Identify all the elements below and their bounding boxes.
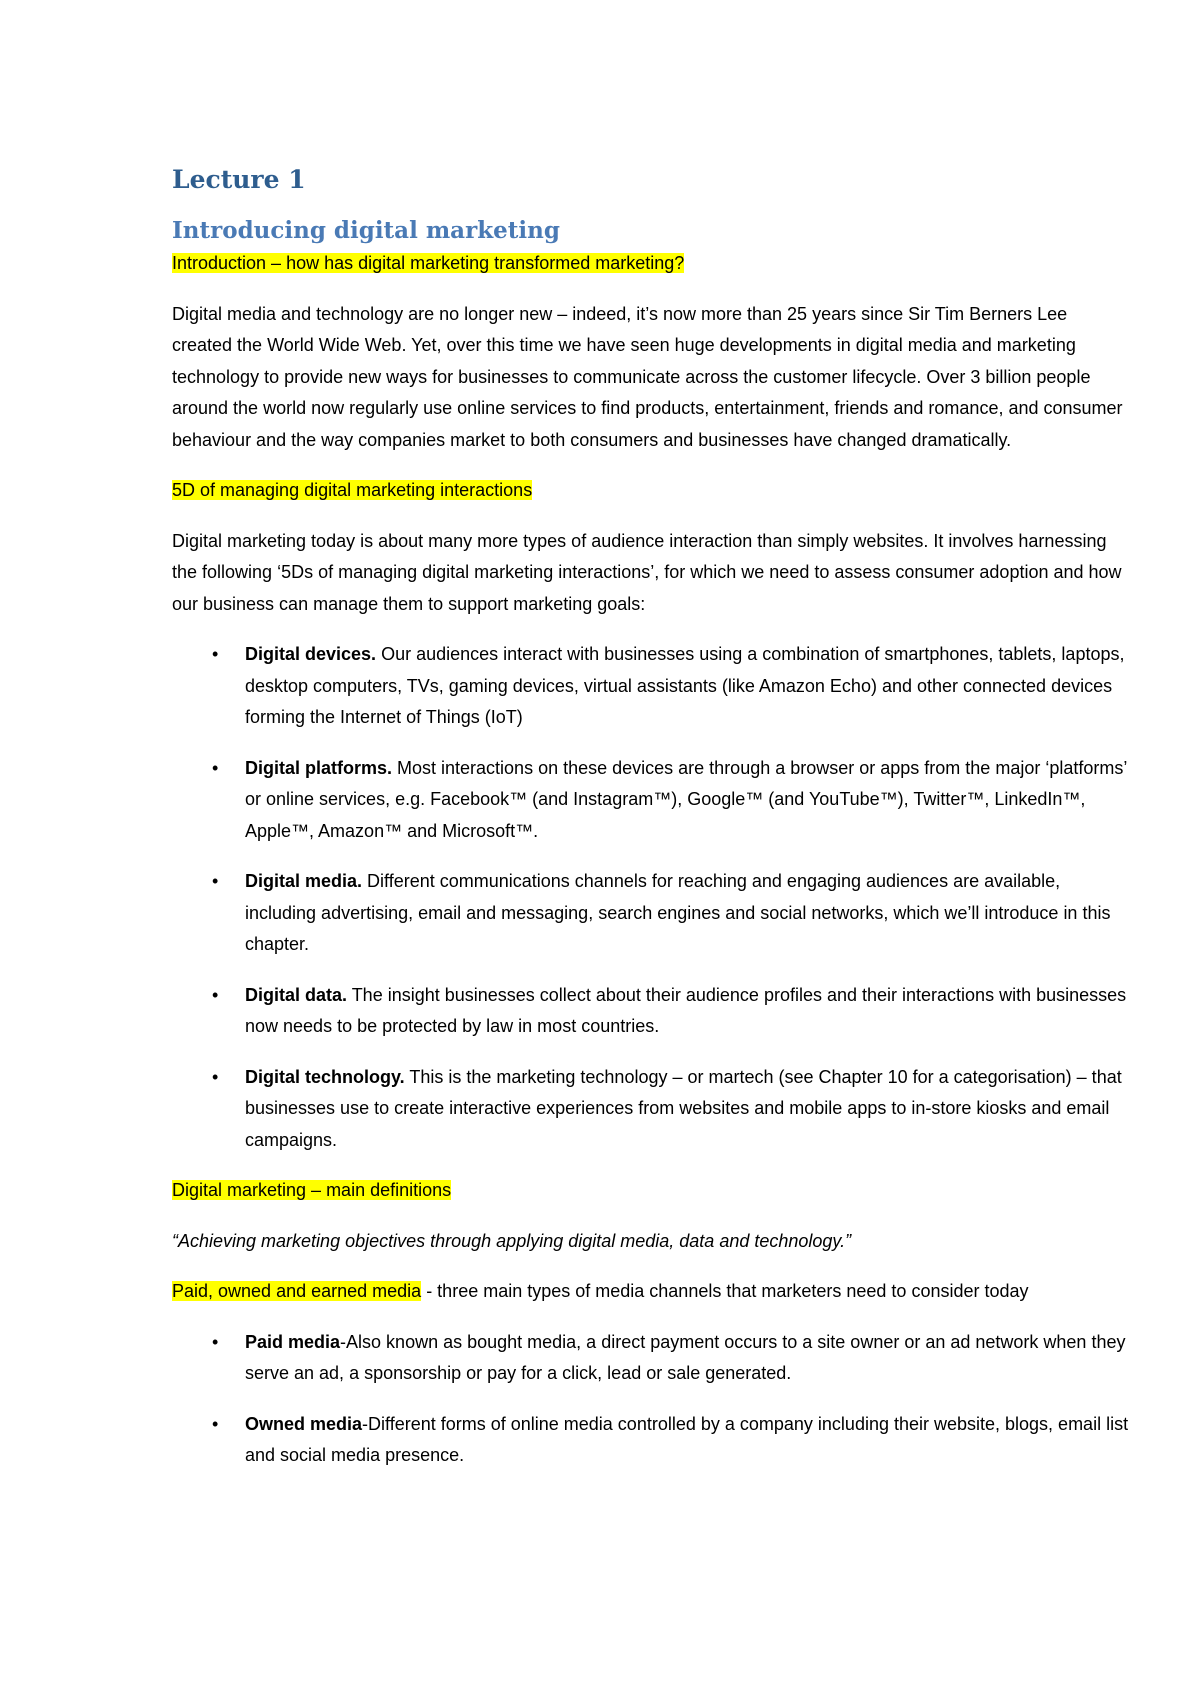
list-item bbox=[172, 1327, 1132, 1390]
paid-owned-earned-paragraph bbox=[172, 1276, 1132, 1308]
list-item-term: Digital data. bbox=[245, 984, 348, 1005]
list-item-term: Paid media bbox=[245, 1331, 341, 1352]
list-item-term: Digital technology. bbox=[245, 1066, 405, 1087]
bullet-icon: • bbox=[212, 984, 219, 1005]
list-item bbox=[172, 753, 1132, 848]
bullet-icon: • bbox=[212, 1413, 219, 1434]
list-item bbox=[172, 1409, 1132, 1472]
definitions-heading-text: Digital marketing – main definitions bbox=[172, 1180, 452, 1200]
intro-heading bbox=[172, 248, 1132, 280]
list-item bbox=[172, 980, 1132, 1043]
paid-owned-earned-text: - three main types of media channels that marketers need to consider today bbox=[421, 1281, 1029, 1301]
bullet-icon: • bbox=[212, 1331, 219, 1352]
list-item-text: -Different forms of online media controlled by a company including their website, blogs, email list and social media presence. bbox=[245, 1413, 1129, 1465]
list-item-text: The insight businesses collect about their audience profiles and their interactions with businesses now needs to be protected by law in most countries. bbox=[245, 984, 1127, 1036]
bullet-icon: • bbox=[212, 644, 219, 664]
intro-paragraph: Digital media and technology are no longer new – indeed, it’s now more than 25 years since Sir Tim Berners Lee created the World Wide Web. Yet, over this time we have seen huge developments in digital media and marketing technology to provide new ways for businesses to communicate across the customer lifecycle. Over 3 billion people around the world now regularly use online services to find products, entertainment, friends and romance, and consumer behaviour and the way companies market to both consumers and businesses have changed dramatically. bbox=[172, 303, 1123, 450]
bullet-icon: • bbox=[212, 871, 219, 891]
list-item-term: Owned media bbox=[245, 1413, 363, 1434]
section-5d-paragraph: Digital marketing today is about many more types of audience interaction than simply websites. It involves harnessing the following ‘5Ds of managing digital marketing interactions’, for which we need to assess consumer adoption and how our business can manage them to support marketing goals: bbox=[172, 530, 1122, 614]
list-item-term: Digital platforms. bbox=[245, 757, 393, 778]
list-item-text: Our audiences interact with businesses using a combination of smartphones, tablets, laptops, desktop computers, TVs, gaming devices, virtual assistants (like Amazon Echo) and other connected devices forming the Internet of Things (IoT) bbox=[245, 644, 1125, 727]
list-item-text: Different communications channels for reaching and engaging audiences are available, including advertising, email and messaging, search engines and social networks, which we’ll introduce in this chapter. bbox=[245, 871, 1111, 954]
list-item-text: -Also known as bought media, a direct payment occurs to a site owner or an ad network when they serve an ad, a sponsorship or pay for a click, lead or sale generated. bbox=[245, 1331, 1126, 1383]
document-page bbox=[172, 160, 1132, 1472]
list-item-term: Digital devices. bbox=[245, 644, 377, 664]
definition-quote: “Achieving marketing objectives through applying digital media, data and technology.” bbox=[172, 1230, 852, 1251]
bullet-icon: • bbox=[212, 1066, 219, 1087]
section-5d-heading-text: 5D of managing digital marketing interactions bbox=[172, 480, 533, 500]
list-item-text: This is the marketing technology – or martech (see Chapter 10 for a categorisation) – that businesses use to create interactive experiences from websites and mobile apps to in-store kiosks and email campaigns. bbox=[245, 1066, 1122, 1150]
page-title: Lecture 1 bbox=[172, 165, 306, 194]
bullet-icon: • bbox=[212, 757, 219, 778]
page-subtitle: Introducing digital marketing bbox=[172, 217, 560, 244]
five-d-list bbox=[172, 639, 1132, 1156]
list-item bbox=[172, 639, 1132, 734]
list-item bbox=[172, 866, 1132, 961]
intro-heading-text: Introduction – how has digital marketing transformed marketing? bbox=[172, 253, 685, 273]
list-item bbox=[172, 1062, 1132, 1157]
definitions-heading bbox=[172, 1175, 1132, 1207]
section-5d-heading bbox=[172, 475, 1132, 507]
list-item-text: Most interactions on these devices are through a browser or apps from the major ‘platforms’ or online services, e.g. Facebook™ (and Instagram™), Google™ (and YouTube™), Twitter™, LinkedIn™, Apple™, Amazon™ and Microsoft™. bbox=[245, 757, 1127, 841]
paid-owned-earned-heading: Paid, owned and earned media bbox=[172, 1281, 422, 1301]
list-item-term: Digital media. bbox=[245, 871, 363, 891]
media-types-list bbox=[172, 1327, 1132, 1472]
